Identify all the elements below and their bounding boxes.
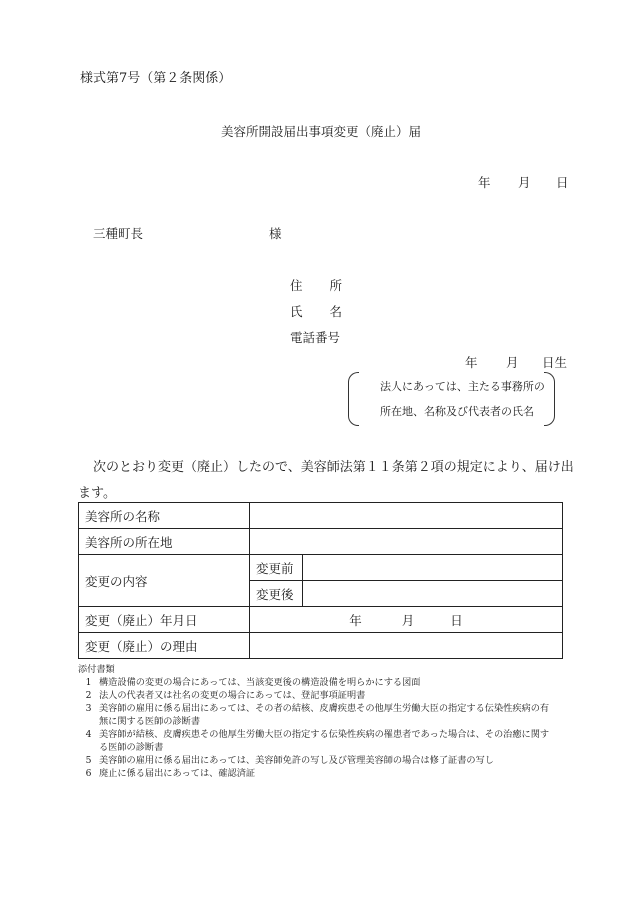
birth-year-label: 年 bbox=[465, 355, 478, 370]
salon-address-field[interactable] bbox=[250, 529, 563, 555]
submission-day-label: 日 bbox=[556, 175, 569, 190]
submission-month-label: 月 bbox=[518, 175, 531, 190]
corp-note-line-2: 所在地、名称及び代表者の氏名 bbox=[380, 405, 534, 418]
list-item bbox=[78, 767, 578, 780]
left-bracket bbox=[348, 372, 359, 426]
table-row-salon-name bbox=[79, 503, 563, 529]
addressee-honorific: 様 bbox=[269, 226, 282, 241]
right-bracket bbox=[544, 372, 555, 426]
attachment-text: 美容師が結核、皮膚疾患その他厚生労働大臣の指定する伝染性疾病の罹患者であった場合は、その治癒に関す bbox=[99, 729, 550, 740]
salon-name-field[interactable] bbox=[250, 503, 563, 529]
list-item bbox=[78, 676, 578, 689]
address-label-char-2: 所 bbox=[329, 278, 342, 293]
reason-label: 変更（廃止）の理由 bbox=[79, 633, 250, 659]
corp-note-line-1: 法人にあっては、主たる事務所の bbox=[380, 380, 545, 393]
table-row-reason bbox=[79, 633, 563, 659]
attachment-number: 6 bbox=[85, 768, 92, 779]
address-label-char-1: 住 bbox=[290, 278, 303, 293]
change-date-day: 日 bbox=[450, 612, 463, 628]
attachment-text: 構造設備の変更の場合にあっては、当該変更後の構造設備を明らかにする図面 bbox=[99, 677, 421, 688]
table-row-salon-address bbox=[79, 529, 563, 555]
attachments-list bbox=[78, 663, 578, 780]
attachment-number: 3 bbox=[85, 703, 92, 714]
name-label-char-1: 氏 bbox=[290, 304, 303, 319]
change-date-label: 変更（廃止）年月日 bbox=[79, 607, 250, 633]
reason-field[interactable] bbox=[250, 633, 563, 659]
list-item bbox=[78, 702, 578, 715]
change-date-field[interactable] bbox=[250, 607, 563, 633]
change-date-year: 年 bbox=[349, 612, 362, 628]
attachment-number: 2 bbox=[85, 690, 92, 701]
notification-table bbox=[78, 502, 563, 659]
attachment-number: 5 bbox=[85, 755, 92, 766]
list-item bbox=[78, 754, 578, 767]
submission-year-label: 年 bbox=[478, 175, 491, 190]
addressee-town: 三種町長 bbox=[93, 226, 144, 241]
after-field[interactable] bbox=[303, 581, 563, 607]
salon-address-label: 美容所の所在地 bbox=[79, 529, 250, 555]
list-item bbox=[78, 728, 578, 741]
attachment-text: 廃止に係る届出にあっては、確認済証 bbox=[99, 768, 256, 779]
attachment-number: 4 bbox=[85, 729, 92, 740]
phone-label: 電話番号 bbox=[290, 330, 341, 345]
attachment-continuation: る医師の診断書 bbox=[99, 742, 164, 753]
name-label-char-2: 名 bbox=[329, 304, 342, 319]
birth-day-label: 日生 bbox=[542, 355, 568, 370]
attachment-text: 法人の代表者又は社名の変更の場合にあっては、登記事項証明書 bbox=[99, 690, 366, 701]
salon-name-label: 美容所の名称 bbox=[79, 503, 250, 529]
address-label bbox=[290, 276, 342, 294]
table-row-change-before bbox=[79, 555, 563, 581]
change-date-month: 月 bbox=[401, 612, 415, 628]
attachment-continuation: 無に関する医師の診断書 bbox=[99, 716, 201, 727]
after-label: 変更後 bbox=[250, 581, 303, 607]
change-content-label: 変更の内容 bbox=[79, 555, 250, 607]
attachment-text: 美容師の雇用に係る届出にあっては、その者の結核、皮膚疾患その他厚生労働大臣の指定する伝染性疾病の有 bbox=[99, 703, 550, 714]
list-item bbox=[78, 689, 578, 702]
body-text-line-2: ます。 bbox=[78, 486, 116, 501]
before-field[interactable] bbox=[303, 555, 563, 581]
table-row-change-date bbox=[79, 607, 563, 633]
form-number: 様式第7号（第２条関係） bbox=[80, 71, 232, 86]
document-title: 美容所開設届出事項変更（廃止）届 bbox=[221, 124, 422, 139]
name-label bbox=[290, 302, 342, 320]
attachments-heading: 添付書類 bbox=[78, 664, 115, 675]
attachment-number: 1 bbox=[85, 677, 92, 688]
birth-month-label: 月 bbox=[506, 355, 519, 370]
attachment-text: 美容師の雇用に係る届出にあっては、美容師免許の写し及び管理美容師の場合は修了証書の写し bbox=[99, 755, 494, 766]
body-text-line-1: 次のとおり変更（廃止）したので、美容師法第１１条第２項の規定により、届け出 bbox=[93, 460, 574, 475]
before-label: 変更前 bbox=[250, 555, 303, 581]
